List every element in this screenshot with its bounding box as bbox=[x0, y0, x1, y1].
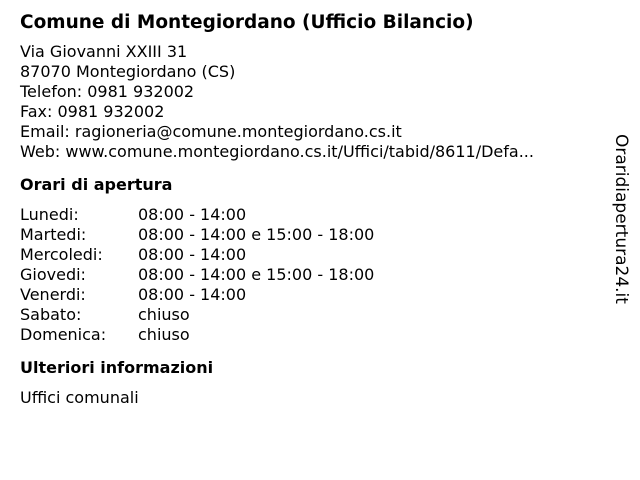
hours-value: chiuso bbox=[138, 325, 190, 344]
hours-row-saturday bbox=[20, 305, 610, 325]
page-title: Comune di Montegiordano (Ufficio Bilancio) bbox=[20, 12, 474, 33]
more-info-text: Uffici comunali bbox=[20, 388, 139, 407]
address-street: Via Giovanni XXIII 31 bbox=[20, 42, 188, 61]
website-line[interactable]: Web: www.comune.montegiordano.cs.it/Uffici/tabid/8611/Defa... bbox=[20, 142, 534, 161]
hours-row-wednesday bbox=[20, 245, 610, 265]
fax-line: Fax: 0981 932002 bbox=[20, 102, 165, 121]
hours-value: 08:00 - 14:00 bbox=[138, 245, 247, 264]
phone-line: Telefon: 0981 932002 bbox=[20, 82, 195, 101]
email-line[interactable]: Email: ragioneria@comune.montegiordano.cs.it bbox=[20, 122, 402, 141]
hours-value: 08:00 - 14:00 bbox=[138, 285, 247, 304]
brand-watermark bbox=[611, 134, 633, 304]
hours-day: Sabato: bbox=[20, 305, 82, 324]
hours-day: Martedi: bbox=[20, 225, 87, 244]
hours-day: Domenica: bbox=[20, 325, 107, 344]
hours-day: Venerdi: bbox=[20, 285, 86, 304]
office-details bbox=[20, 10, 610, 408]
hours-row-monday bbox=[20, 205, 610, 225]
hours-day: Mercoledi: bbox=[20, 245, 103, 264]
hours-row-tuesday bbox=[20, 225, 610, 245]
hours-row-thursday bbox=[20, 265, 610, 285]
hours-value: 08:00 - 14:00 e 15:00 - 18:00 bbox=[138, 225, 375, 244]
contact-block bbox=[20, 42, 610, 162]
address-city: 87070 Montegiordano (CS) bbox=[20, 62, 236, 81]
hours-row-friday bbox=[20, 285, 610, 305]
hours-value: 08:00 - 14:00 e 15:00 - 18:00 bbox=[138, 265, 375, 284]
more-info-heading: Ulteriori informazioni bbox=[20, 358, 214, 377]
hours-row-sunday bbox=[20, 325, 610, 345]
brand-text: Oraridiapertura24.it bbox=[611, 134, 631, 304]
hours-value: 08:00 - 14:00 bbox=[138, 205, 247, 224]
opening-hours-table bbox=[20, 205, 610, 345]
hours-day: Lunedi: bbox=[20, 205, 79, 224]
hours-value: chiuso bbox=[138, 305, 190, 324]
hours-day: Giovedi: bbox=[20, 265, 86, 284]
opening-hours-heading: Orari di apertura bbox=[20, 175, 173, 194]
